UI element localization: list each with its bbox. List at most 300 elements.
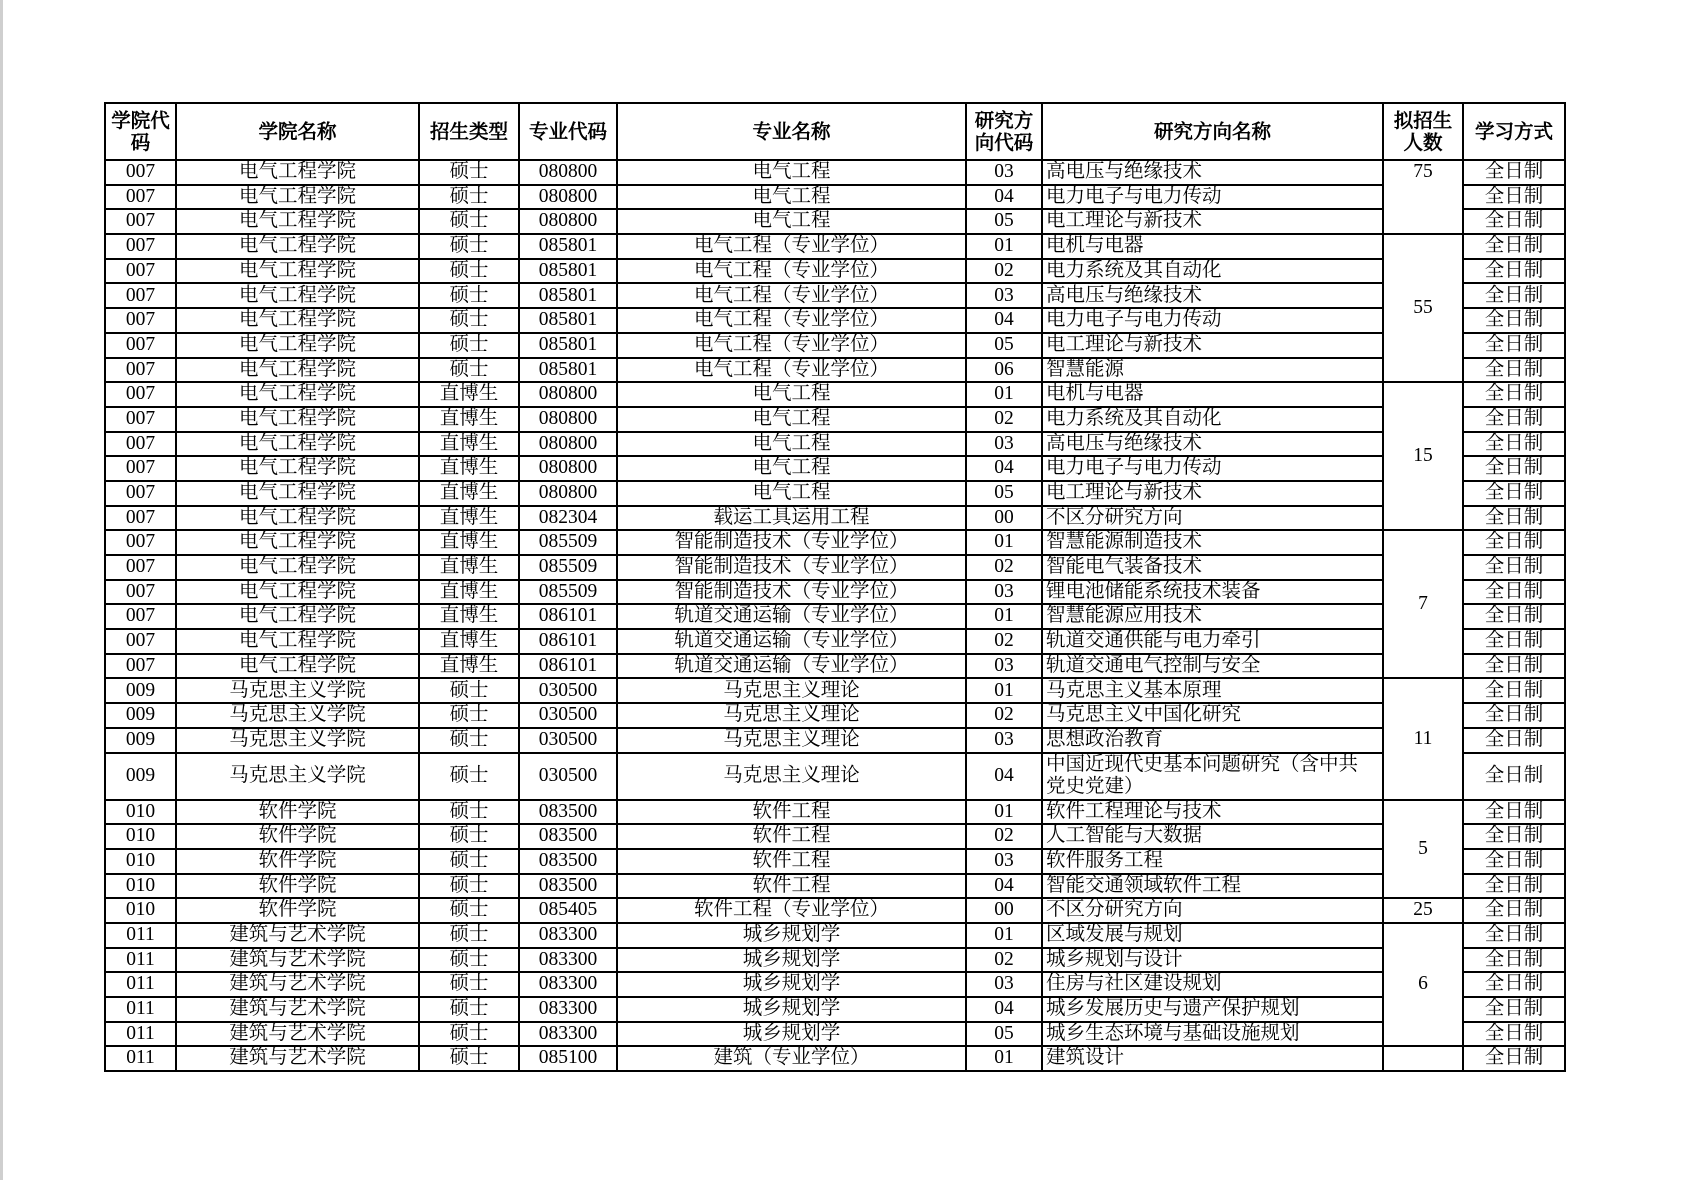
table-row	[105, 555, 1565, 580]
college-code-cell: 009	[105, 703, 176, 728]
major-code-cell: 083500	[519, 824, 617, 849]
major-code-cell: 083300	[519, 1022, 617, 1047]
study-mode-cell: 全日制	[1463, 1046, 1565, 1071]
table-row	[105, 800, 1565, 825]
study-mode-cell: 全日制	[1463, 753, 1565, 800]
major-code-cell: 086101	[519, 629, 617, 654]
major-code-cell: 085801	[519, 234, 617, 259]
major-name-cell: 城乡规划学	[617, 1022, 966, 1047]
college-name-cell: 电气工程学院	[176, 407, 419, 432]
college-code-cell: 007	[105, 580, 176, 605]
study-mode-cell: 全日制	[1463, 209, 1565, 234]
direction-code-cell: 04	[966, 997, 1042, 1022]
major-name-cell: 智能制造技术（专业学位）	[617, 580, 966, 605]
enroll-type-cell: 硕士	[419, 824, 519, 849]
major-name-cell: 城乡规划学	[617, 923, 966, 948]
college-code-cell: 011	[105, 997, 176, 1022]
study-mode-cell: 全日制	[1463, 874, 1565, 899]
direction-name-cell: 中国近现代史基本问题研究（含中共党史党建）	[1042, 753, 1383, 800]
table-row	[105, 160, 1565, 185]
direction-code-cell: 04	[966, 456, 1042, 481]
table-row	[105, 407, 1565, 432]
enroll-type-cell: 硕士	[419, 849, 519, 874]
college-code-cell: 010	[105, 874, 176, 899]
major-name-cell: 马克思主义理论	[617, 753, 966, 800]
study-mode-cell: 全日制	[1463, 824, 1565, 849]
study-mode-cell: 全日制	[1463, 898, 1565, 923]
major-name-cell: 电气工程（专业学位）	[617, 234, 966, 259]
enroll-type-cell: 硕士	[419, 800, 519, 825]
enroll-type-cell: 硕士	[419, 333, 519, 358]
college-name-cell: 电气工程学院	[176, 654, 419, 679]
major-name-cell: 载运工具运用工程	[617, 506, 966, 531]
college-code-cell: 007	[105, 382, 176, 407]
table-row	[105, 530, 1565, 555]
study-mode-cell: 全日制	[1463, 407, 1565, 432]
table-body	[105, 160, 1565, 1071]
direction-name-cell: 电工理论与新技术	[1042, 481, 1383, 506]
major-code-cell: 086101	[519, 604, 617, 629]
study-mode-cell: 全日制	[1463, 234, 1565, 259]
major-code-cell: 030500	[519, 703, 617, 728]
direction-name-cell: 软件工程理论与技术	[1042, 800, 1383, 825]
header-direction-code-label: 研究方向代码	[974, 109, 1034, 154]
college-name-cell: 电气工程学院	[176, 580, 419, 605]
college-code-cell: 010	[105, 824, 176, 849]
enroll-type-cell: 硕士	[419, 160, 519, 185]
enroll-type-cell: 硕士	[419, 678, 519, 703]
major-name-cell: 电气工程（专业学位）	[617, 358, 966, 383]
table-row	[105, 972, 1565, 997]
table-row	[105, 898, 1565, 923]
table-row	[105, 432, 1565, 457]
enroll-type-cell: 硕士	[419, 234, 519, 259]
college-code-cell: 007	[105, 283, 176, 308]
college-name-cell: 电气工程学院	[176, 382, 419, 407]
direction-code-cell: 03	[966, 283, 1042, 308]
college-name-cell: 电气工程学院	[176, 283, 419, 308]
enroll-type-cell: 硕士	[419, 997, 519, 1022]
major-code-cell: 082304	[519, 506, 617, 531]
study-mode-cell: 全日制	[1463, 972, 1565, 997]
direction-code-cell: 01	[966, 234, 1042, 259]
enroll-type-cell: 直博生	[419, 382, 519, 407]
college-name-cell: 电气工程学院	[176, 333, 419, 358]
enroll-type-cell: 直博生	[419, 580, 519, 605]
direction-name-cell: 锂电池储能系统技术装备	[1042, 580, 1383, 605]
college-code-cell: 007	[105, 604, 176, 629]
college-name-cell: 建筑与艺术学院	[176, 923, 419, 948]
college-code-cell: 007	[105, 259, 176, 284]
enroll-type-cell: 硕士	[419, 259, 519, 284]
major-code-cell: 080800	[519, 160, 617, 185]
page-edge	[0, 0, 3, 1180]
quota-cell: 11	[1383, 678, 1463, 799]
table-row	[105, 234, 1565, 259]
major-code-cell: 085100	[519, 1046, 617, 1071]
study-mode-cell: 全日制	[1463, 555, 1565, 580]
study-mode-cell: 全日制	[1463, 629, 1565, 654]
study-mode-cell: 全日制	[1463, 308, 1565, 333]
enroll-type-cell: 硕士	[419, 728, 519, 753]
major-name-cell: 电气工程	[617, 432, 966, 457]
enroll-type-cell: 硕士	[419, 308, 519, 333]
college-code-cell: 011	[105, 923, 176, 948]
college-name-cell: 建筑与艺术学院	[176, 1022, 419, 1047]
college-code-cell: 007	[105, 160, 176, 185]
direction-code-cell: 04	[966, 874, 1042, 899]
enroll-type-cell: 直博生	[419, 604, 519, 629]
major-code-cell: 086101	[519, 654, 617, 679]
study-mode-cell: 全日制	[1463, 259, 1565, 284]
major-code-cell: 030500	[519, 728, 617, 753]
study-mode-cell: 全日制	[1463, 678, 1565, 703]
college-name-cell: 电气工程学院	[176, 432, 419, 457]
table-row	[105, 1022, 1565, 1047]
header-enroll-type: 招生类型	[419, 103, 519, 160]
college-name-cell: 软件学院	[176, 824, 419, 849]
quota-cell: 6	[1383, 923, 1463, 1046]
header-quota	[1383, 103, 1463, 160]
major-name-cell: 电气工程	[617, 407, 966, 432]
college-code-cell: 007	[105, 629, 176, 654]
major-name-cell: 电气工程（专业学位）	[617, 283, 966, 308]
direction-code-cell: 04	[966, 753, 1042, 800]
enroll-type-cell: 直博生	[419, 654, 519, 679]
college-name-cell: 马克思主义学院	[176, 753, 419, 800]
major-name-cell: 电气工程	[617, 456, 966, 481]
study-mode-cell: 全日制	[1463, 358, 1565, 383]
direction-name-cell: 城乡规划与设计	[1042, 948, 1383, 973]
major-name-cell: 软件工程	[617, 800, 966, 825]
major-code-cell: 085405	[519, 898, 617, 923]
study-mode-cell: 全日制	[1463, 481, 1565, 506]
college-code-cell: 007	[105, 432, 176, 457]
direction-name-cell: 电力电子与电力传动	[1042, 456, 1383, 481]
enroll-type-cell: 硕士	[419, 948, 519, 973]
enroll-type-cell: 硕士	[419, 703, 519, 728]
table-row	[105, 506, 1565, 531]
college-name-cell: 马克思主义学院	[176, 678, 419, 703]
direction-code-cell: 05	[966, 1022, 1042, 1047]
college-code-cell: 007	[105, 209, 176, 234]
major-code-cell: 083300	[519, 923, 617, 948]
major-code-cell: 080800	[519, 185, 617, 210]
direction-name-cell: 智慧能源应用技术	[1042, 604, 1383, 629]
college-name-cell: 软件学院	[176, 849, 419, 874]
college-name-cell: 电气工程学院	[176, 259, 419, 284]
enroll-type-cell: 硕士	[419, 874, 519, 899]
direction-name-cell: 马克思主义中国化研究	[1042, 703, 1383, 728]
study-mode-cell: 全日制	[1463, 382, 1565, 407]
major-name-cell: 智能制造技术（专业学位）	[617, 530, 966, 555]
enroll-type-cell: 直博生	[419, 555, 519, 580]
direction-code-cell: 01	[966, 382, 1042, 407]
table-row	[105, 703, 1565, 728]
college-code-cell: 007	[105, 358, 176, 383]
college-code-cell: 007	[105, 407, 176, 432]
college-code-cell: 011	[105, 972, 176, 997]
direction-name-cell: 城乡生态环境与基础设施规划	[1042, 1022, 1383, 1047]
enroll-type-cell: 直博生	[419, 506, 519, 531]
major-name-cell: 电气工程（专业学位）	[617, 308, 966, 333]
major-name-cell: 马克思主义理论	[617, 703, 966, 728]
direction-code-cell: 03	[966, 972, 1042, 997]
study-mode-cell: 全日制	[1463, 654, 1565, 679]
college-name-cell: 电气工程学院	[176, 629, 419, 654]
study-mode-cell: 全日制	[1463, 580, 1565, 605]
major-code-cell: 080800	[519, 209, 617, 234]
major-code-cell: 083300	[519, 948, 617, 973]
header-quota-label: 拟招生人数	[1393, 109, 1453, 154]
major-code-cell: 080800	[519, 382, 617, 407]
study-mode-cell: 全日制	[1463, 800, 1565, 825]
college-name-cell: 马克思主义学院	[176, 728, 419, 753]
table-row	[105, 753, 1565, 800]
direction-code-cell: 03	[966, 849, 1042, 874]
enroll-type-cell: 硕士	[419, 972, 519, 997]
college-code-cell: 011	[105, 1022, 176, 1047]
major-code-cell: 080800	[519, 407, 617, 432]
direction-name-cell: 智能交通领域软件工程	[1042, 874, 1383, 899]
direction-code-cell: 03	[966, 728, 1042, 753]
college-name-cell: 软件学院	[176, 800, 419, 825]
enroll-type-cell: 直博生	[419, 407, 519, 432]
college-name-cell: 软件学院	[176, 898, 419, 923]
college-code-cell: 007	[105, 234, 176, 259]
college-code-cell: 007	[105, 481, 176, 506]
major-name-cell: 电气工程	[617, 209, 966, 234]
direction-code-cell: 02	[966, 259, 1042, 284]
major-code-cell: 080800	[519, 481, 617, 506]
direction-name-cell: 智慧能源制造技术	[1042, 530, 1383, 555]
direction-name-cell: 电工理论与新技术	[1042, 333, 1383, 358]
major-code-cell: 085801	[519, 308, 617, 333]
direction-code-cell: 05	[966, 209, 1042, 234]
major-name-cell: 软件工程	[617, 824, 966, 849]
study-mode-cell: 全日制	[1463, 432, 1565, 457]
enroll-type-cell: 直博生	[419, 432, 519, 457]
direction-code-cell: 01	[966, 530, 1042, 555]
college-code-cell: 011	[105, 948, 176, 973]
major-name-cell: 轨道交通运输（专业学位）	[617, 629, 966, 654]
major-name-cell: 智能制造技术（专业学位）	[617, 555, 966, 580]
study-mode-cell: 全日制	[1463, 185, 1565, 210]
major-name-cell: 建筑（专业学位）	[617, 1046, 966, 1071]
study-mode-cell: 全日制	[1463, 1022, 1565, 1047]
direction-name-cell: 电力电子与电力传动	[1042, 308, 1383, 333]
college-name-cell: 建筑与艺术学院	[176, 997, 419, 1022]
direction-name-cell: 马克思主义基本原理	[1042, 678, 1383, 703]
direction-name-cell: 电力系统及其自动化	[1042, 407, 1383, 432]
enroll-type-cell: 硕士	[419, 358, 519, 383]
major-name-cell: 电气工程（专业学位）	[617, 259, 966, 284]
college-name-cell: 马克思主义学院	[176, 703, 419, 728]
table-row	[105, 997, 1565, 1022]
table-row	[105, 333, 1565, 358]
direction-code-cell: 01	[966, 800, 1042, 825]
direction-code-cell: 04	[966, 308, 1042, 333]
direction-name-cell: 思想政治教育	[1042, 728, 1383, 753]
direction-name-cell: 建筑设计	[1042, 1046, 1383, 1071]
study-mode-cell: 全日制	[1463, 997, 1565, 1022]
table-row	[105, 923, 1565, 948]
college-name-cell: 电气工程学院	[176, 506, 419, 531]
table-header	[105, 103, 1565, 160]
college-code-cell: 009	[105, 678, 176, 703]
major-code-cell: 080800	[519, 456, 617, 481]
major-code-cell: 085509	[519, 555, 617, 580]
table-row	[105, 948, 1565, 973]
table-row	[105, 678, 1565, 703]
college-name-cell: 建筑与艺术学院	[176, 972, 419, 997]
major-name-cell: 轨道交通运输（专业学位）	[617, 604, 966, 629]
college-name-cell: 电气工程学院	[176, 530, 419, 555]
study-mode-cell: 全日制	[1463, 703, 1565, 728]
college-name-cell: 电气工程学院	[176, 308, 419, 333]
direction-code-cell: 02	[966, 703, 1042, 728]
college-name-cell: 电气工程学院	[176, 481, 419, 506]
study-mode-cell: 全日制	[1463, 283, 1565, 308]
direction-code-cell: 02	[966, 824, 1042, 849]
major-name-cell: 电气工程	[617, 382, 966, 407]
table-row	[105, 580, 1565, 605]
direction-name-cell: 高电压与绝缘技术	[1042, 432, 1383, 457]
college-code-cell: 007	[105, 555, 176, 580]
study-mode-cell: 全日制	[1463, 333, 1565, 358]
header-study-mode: 学习方式	[1463, 103, 1565, 160]
major-name-cell: 电气工程（专业学位）	[617, 333, 966, 358]
direction-name-cell: 不区分研究方向	[1042, 506, 1383, 531]
college-name-cell: 电气工程学院	[176, 456, 419, 481]
major-name-cell: 马克思主义理论	[617, 728, 966, 753]
header-major-code: 专业代码	[519, 103, 617, 160]
college-code-cell: 010	[105, 800, 176, 825]
enroll-type-cell: 硕士	[419, 283, 519, 308]
college-name-cell: 电气工程学院	[176, 358, 419, 383]
direction-code-cell: 03	[966, 432, 1042, 457]
table-row	[105, 481, 1565, 506]
direction-code-cell: 01	[966, 1046, 1042, 1071]
direction-code-cell: 00	[966, 506, 1042, 531]
direction-name-cell: 电机与电器	[1042, 382, 1383, 407]
table-row	[105, 308, 1565, 333]
college-code-cell: 007	[105, 506, 176, 531]
quota-cell: 15	[1383, 382, 1463, 530]
major-code-cell: 085509	[519, 530, 617, 555]
direction-name-cell: 高电压与绝缘技术	[1042, 283, 1383, 308]
direction-code-cell: 03	[966, 160, 1042, 185]
major-name-cell: 城乡规划学	[617, 948, 966, 973]
direction-code-cell: 02	[966, 629, 1042, 654]
college-name-cell: 建筑与艺术学院	[176, 1046, 419, 1071]
direction-code-cell: 01	[966, 678, 1042, 703]
table-row	[105, 604, 1565, 629]
study-mode-cell: 全日制	[1463, 728, 1565, 753]
direction-name-cell: 智能电气装备技术	[1042, 555, 1383, 580]
table-row	[105, 456, 1565, 481]
header-college-code-label: 学院代码	[111, 109, 170, 154]
table-row	[105, 1046, 1565, 1071]
direction-code-cell: 06	[966, 358, 1042, 383]
college-name-cell: 软件学院	[176, 874, 419, 899]
table-row	[105, 283, 1565, 308]
enroll-type-cell: 直博生	[419, 629, 519, 654]
direction-code-cell: 05	[966, 333, 1042, 358]
direction-code-cell: 00	[966, 898, 1042, 923]
quota-cell: 5	[1383, 800, 1463, 899]
enrollment-table	[104, 102, 1566, 1072]
study-mode-cell: 全日制	[1463, 506, 1565, 531]
college-code-cell: 011	[105, 1046, 176, 1071]
table-row	[105, 209, 1565, 234]
major-name-cell: 软件工程	[617, 874, 966, 899]
major-code-cell: 030500	[519, 678, 617, 703]
table-row	[105, 358, 1565, 383]
direction-code-cell: 02	[966, 555, 1042, 580]
college-code-cell: 007	[105, 654, 176, 679]
direction-code-cell: 01	[966, 923, 1042, 948]
college-code-cell: 007	[105, 333, 176, 358]
study-mode-cell: 全日制	[1463, 923, 1565, 948]
enroll-type-cell: 直博生	[419, 530, 519, 555]
major-code-cell: 083500	[519, 874, 617, 899]
enroll-type-cell: 硕士	[419, 753, 519, 800]
major-name-cell: 电气工程	[617, 185, 966, 210]
direction-code-cell: 03	[966, 654, 1042, 679]
enroll-type-cell: 硕士	[419, 1022, 519, 1047]
table-row	[105, 629, 1565, 654]
college-name-cell: 电气工程学院	[176, 160, 419, 185]
table-row	[105, 849, 1565, 874]
enroll-type-cell: 直博生	[419, 481, 519, 506]
college-code-cell: 010	[105, 898, 176, 923]
direction-name-cell: 城乡发展历史与遗产保护规划	[1042, 997, 1383, 1022]
college-code-cell: 007	[105, 456, 176, 481]
direction-code-cell: 02	[966, 407, 1042, 432]
major-code-cell: 085801	[519, 358, 617, 383]
major-name-cell: 城乡规划学	[617, 972, 966, 997]
major-code-cell: 083300	[519, 972, 617, 997]
quota-cell: 25	[1383, 898, 1463, 923]
direction-name-cell: 电力电子与电力传动	[1042, 185, 1383, 210]
quota-cell: 55	[1383, 234, 1463, 382]
major-code-cell: 030500	[519, 753, 617, 800]
major-code-cell: 083500	[519, 800, 617, 825]
table-row	[105, 728, 1565, 753]
enroll-type-cell: 硕士	[419, 923, 519, 948]
header-direction-code	[966, 103, 1042, 160]
table-row	[105, 382, 1565, 407]
college-code-cell: 009	[105, 753, 176, 800]
direction-name-cell: 区域发展与规划	[1042, 923, 1383, 948]
direction-name-cell: 软件服务工程	[1042, 849, 1383, 874]
direction-name-cell: 高电压与绝缘技术	[1042, 160, 1383, 185]
table-row	[105, 185, 1565, 210]
major-code-cell: 085509	[519, 580, 617, 605]
college-code-cell: 007	[105, 530, 176, 555]
college-name-cell: 电气工程学院	[176, 234, 419, 259]
study-mode-cell: 全日制	[1463, 456, 1565, 481]
study-mode-cell: 全日制	[1463, 948, 1565, 973]
study-mode-cell: 全日制	[1463, 530, 1565, 555]
direction-name-cell: 电力系统及其自动化	[1042, 259, 1383, 284]
college-code-cell: 009	[105, 728, 176, 753]
enroll-type-cell: 硕士	[419, 1046, 519, 1071]
direction-name-cell: 电机与电器	[1042, 234, 1383, 259]
enroll-type-cell: 硕士	[419, 209, 519, 234]
major-code-cell: 080800	[519, 432, 617, 457]
